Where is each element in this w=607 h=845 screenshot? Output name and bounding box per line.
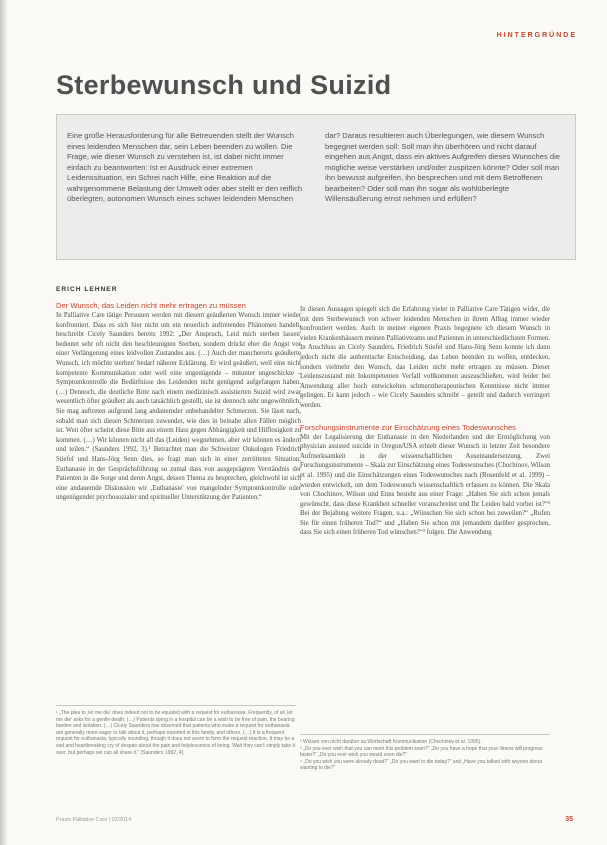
scan-edge-shadow — [0, 0, 8, 845]
section-heading-2: Forschungsinstrumente zur Einschätzung eines Todeswunsches — [300, 422, 516, 432]
intro-box — [56, 114, 576, 260]
footnotes-right — [300, 734, 550, 772]
intro-text: Eine große Herausforderung für alle Betreuenden stellt der Wunsch eines leidenden Menschen dar, sein Leben beenden zu wollen. Die Frage, wie dieser Wunsch zu verstehen ist, ist dabei nicht immer einfach zu beantworten: Ist er Ausdruck einer extremen Leidenssituation, ein Schrei nach Hilfe, eine Reaktion auf die wahrgenommene Belastung der Umwelt oder aber stellt er den reiflich überlegten, autonomen Wunsch eines schwer leidenden Menschen dar? Daraus resultieren auch Überlegungen, wie diesem Wunsch begegnet werden soll: Soll man ihn überhören und nicht darauf eingehen aus Angst, dass ein aktives Aufgreifen dieses Wunsches die mögliche weise verstärken und/oder zuspitzen könnte? Oder soll man ihn bewusst aufgreifen, ihn besprechen und mit dem Betroffenen bearbeiten? Oder soll man ihn sogar als wohlüberlegte Willensäußerung ernst nehmen und erfüllen? — [67, 131, 560, 203]
publication-footer: Praxis Palliative Care | 02/2014 — [56, 817, 132, 823]
section-heading-1: Der Wunsch, das Leiden nicht mehr ertragen zu müssen — [56, 301, 246, 310]
page-number: 35 — [565, 816, 573, 823]
footnote-1: ¹ „The plea to ‚let me die' does indeed not to be equated with a request for euthanasia. Frequently, of all ‚let me die' asks for a gentle death; (…) Patients dying in a hospital can be a wish to be free of pain, the bearing burden and isolation. (…) Cicely Saunders has observed that patients who make a request for euthanasia are generally more eager to talk about it, perhaps reported in this family, and others. (…) It is a frequent request for euthanasia, typically sounding, though it does not seem to form the request reaction. It may be a sad and heartbreaking cry of despair about the pain and helplessness of being. Wait they can't simply take it over, but perhaps we can all share it.“ (Saunders 1992, 4). — [56, 710, 295, 756]
footnote-2: ² Wissen von nicht darüber zu Wortschaft Kommunikation (Chochinov et al. 1995). — [300, 739, 482, 745]
left-body-text: In Palliative Care tätige Personen werden mit diesem geäußerten Wunsch immer wieder konfrontiert. Dass es sich hier nicht um ein neuerlich auftretendes Phänomen handelt, beschreibt Cicely Saunders bereits 1992: „Der Anspruch, Leid mich sterben lassen' bedeutet sehr oft nicht den beschleunigten Sterben, sondern drückt eher die Angst vor einer Verlängerung eines leidvollen Zustandes aus. (…) Auch der mancherorts geäußerte Wunsch, ich möchte sterben' bedarf näherer Erklärung. Er wird geäußert, weil eine nicht kompetente Kommunikation oder weil eine ungenügende – mitunter ungeschickte – Symptomkontrolle die Bedürfnisse des Leidenden nicht genügend aufgefangen haben. (…) Dennoch, die deutliche Bitte nach einem medizinisch assistierten Suizid wird zwar wesentlich öfter geäußert als auch tatsächlich gestellt, sie ist dennoch sehr ungewöhnlich. Sie mag auftreten aufgrund lang andauernder unbehandelter Schmerzen. Sie lässt nach, sobald man sich diesen Schmerzen zuwendet, wie dies in beinahe allen Fällen möglich ist. Weit öfter scheint diese Bitte aus einem Hass gegen Abhängigkeit und Hilflosigkeit zu kommen. (…) Wir können nicht all das (Leiden) wegnehmen, aber wir können es ändern und teilen.“ (Saunders 1992, 3).¹ Betrachtet man die Schweizer Onkologen Friedrich Stiefel und Hans-Jörg Senn dies, so fragt man sich in einer zerrütteten Situation, Euthanasie in der Gesprächsführung so zumal dass von ausgeprägtem Verständnis der Patienten in die Sorge und deren Angst, dessen Thema zu besprechen, gleichwohl ist sich eine andauernde Diskussion wir ‚Euthanasie' von mangelnder Symptomkontrolle oder ungenügender psychosozialer und spiritueller Unterstützung der Patienten.“ — [56, 312, 301, 502]
right-body-text-1: In diesen Aussagen spiegelt sich die Erfahrung vieler in Palliative Care Tätigen wider, die mit dem Sterbewunsch von schwer leidenden Menschen in ihrem Alltag immer wieder konfrontiert werden. Auch in meiner eigenen Praxis begegnete ich diesem Wunsch in vielen Krankenhäusern meinen Palliativteams und Patienten in unterschiedlichsten Formen. In Anschluss an Cicely Saunders, Friedrich Stiefel und Hans-Jörg Senn konnte ich dann jedoch nicht die authentische Entscheidung, das Leben beenden zu wollen, entdecken, sondern vielmehr den Wunsch, das Leiden nicht mehr ertragen zu müssen. Dieser Leidenszustand mit Inkompetenten Verfall vollkommen auszuschließen, wird leider bei Anwendung aller hoch entwickelten schmerztherapeutischen Kenntnisse nicht immer gelingen. Er kann jedoch – wie Cicely Saunders schreibt – geteilt und dadurch verringert werden. — [300, 306, 550, 409]
section-label: HINTERGRÜNDE — [496, 32, 577, 39]
article-title: Sterbewunsch und Suizid — [56, 70, 392, 100]
right-column — [300, 305, 550, 538]
footnote-4: ⁴ „Do you wish you were already dead?“ „Do you want to die today?“ and „Have you talked with anyone about wanting to die?“ — [300, 758, 543, 772]
left-column — [56, 301, 301, 503]
right-body-text-2: Mit der Legalisierung der Euthanasie in den Niederlanden und der Ermöglichung von physician assisted suicide in Oregon/USA erhielt dieser Wunsch in letzter Zeit besondere Aufmerksamkeit in der wissenschaftlichen Auseinandersetzung. Zwei Forschungsinstrumente – Skala zur Einschätzung eines Todeswunsches (Chochinov, Wilson et al. 1995) und die Einschätzungen eines Todeswunsches nach (Rosenfeld et al. 1999) – wurden entwickelt, um dem Todeswunsch wissenschaftlich erfassen zu können. Die Skala von Chochinov, Wilson und Enns besteht aus einer Frage: „Haben Sie sich schon jemals gewünscht, dass diese Krankheit schneller voranschreitet und Ihr Leiden bald vorbei ist?“² Bei der Bejahung weitere Fragen, u.a.: „Wünschen Sie sich schon bei zuweilen?“ „Rufen Sie für einen früheren Tod?“ und „Haben Sie schon mit jemandem darüber gesprochen, dass Sie sich einen früheren Tod wünschen?“³ folgen. Die Anwendung — [300, 433, 550, 537]
footnotes-left — [56, 705, 296, 756]
footnote-3: ³ „Do you ever wish that you can meet this problem soon?“ „Do you have a hope that your illness will progress faster?“ „Do you ever wish you would soon die?“ — [300, 745, 543, 759]
author-name: ERICH LEHNER — [56, 286, 118, 293]
